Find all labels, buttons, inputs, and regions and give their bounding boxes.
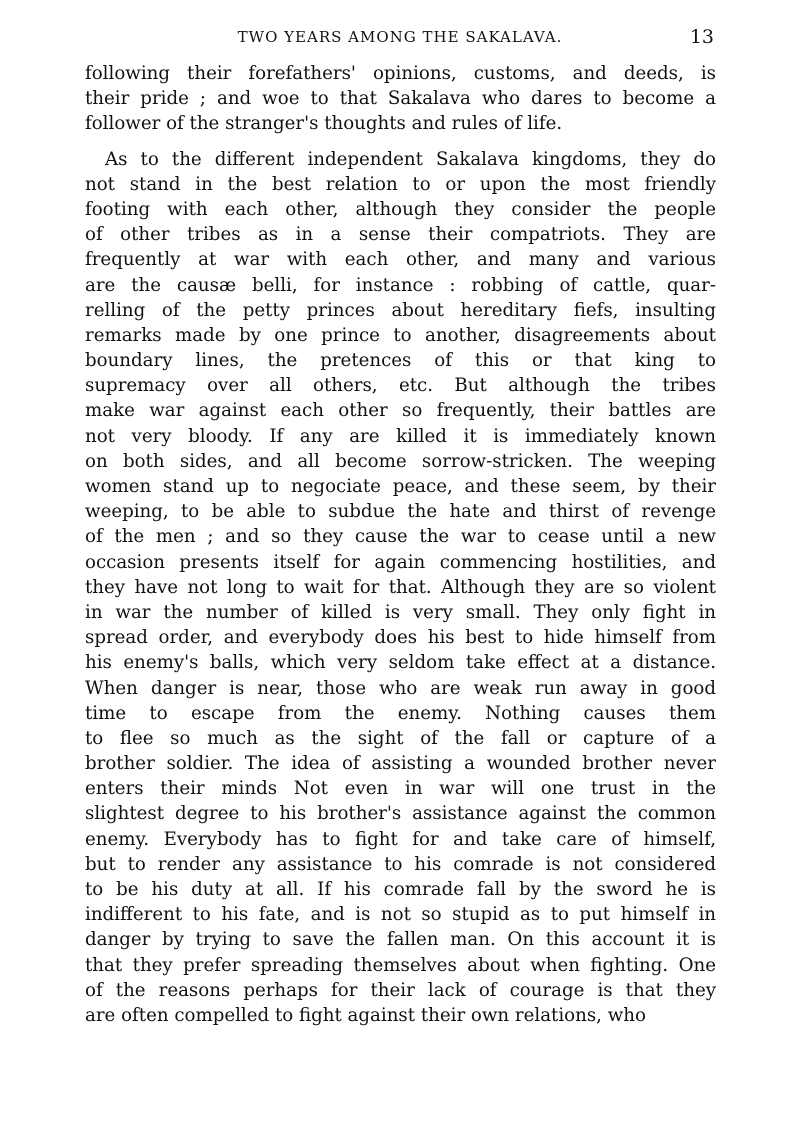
text-line: his enemy's balls, which very seldom take effect at a distance. xyxy=(85,652,716,674)
text-line: slightest degree to his brother's assistance against the common xyxy=(85,803,716,825)
text-line: supremacy over all others, etc. But although the tribes xyxy=(85,375,716,397)
text-line: their pride ; and woe to that Sakalava who dares to become a xyxy=(85,88,716,110)
text-line: indifferent to his fate, and is not so stupid as to put himself in xyxy=(85,904,716,926)
paragraph xyxy=(85,61,716,137)
running-title: TWO YEARS AMONG THE SAKALAVA. xyxy=(237,28,563,46)
text-line: footing with each other, although they consider the people xyxy=(85,198,716,220)
page-number: 13 xyxy=(689,26,714,48)
text-line: are the causæ belli, for instance : robbing of cattle, quar- xyxy=(85,274,716,296)
text-line: weeping, to be able to subdue the hate and thirst of revenge xyxy=(85,501,716,523)
text-line: When danger is near, those who are weak run away in good xyxy=(85,677,716,699)
text-line: to flee so much as the sight of the fall or capture of a xyxy=(85,727,716,749)
text-line: are often compelled to fight against their own relations, who xyxy=(85,1004,646,1026)
text-line: follower of the stranger's thoughts and rules of life. xyxy=(85,113,563,135)
text-line: remarks made by one prince to another, disagreements about xyxy=(85,324,716,346)
text-line: of the reasons perhaps for their lack of courage is that they xyxy=(85,979,716,1001)
text-line: frequently at war with each other, and many and various xyxy=(85,249,716,271)
text-line: of the men ; and so they cause the war to cease until a new xyxy=(85,526,716,548)
running-head xyxy=(0,26,800,50)
text-line: not stand in the best relation to or upon the most friendly xyxy=(85,173,716,195)
text-line: enemy. Everybody has to fight for and take care of himself, xyxy=(85,828,716,850)
text-line: time to escape from the enemy. Nothing causes them xyxy=(85,702,716,724)
text-line: but to render any assistance to his comrade is not considered xyxy=(85,853,716,875)
text-line: on both sides, and all become sorrow-stricken. The weeping xyxy=(85,450,716,472)
text-line: in war the number of killed is very small. They only fight in xyxy=(85,601,716,623)
paragraph xyxy=(85,147,716,1029)
text-line: enters their minds Not even in war will one trust in the xyxy=(85,778,716,800)
text-line: occasion presents itself for again commencing hostilities, and xyxy=(85,551,716,573)
paragraph-gap xyxy=(85,137,716,147)
text-line: women stand up to negociate peace, and these seem, by their xyxy=(85,476,716,497)
text-line: As to the different independent Sakalava kingdoms, they do xyxy=(105,148,716,170)
text-line: following their forefathers' opinions, customs, and deeds, is xyxy=(85,63,716,84)
text-line: of other tribes as in a sense their compatriots. They are xyxy=(85,224,716,246)
text-line: they have not long to wait for that. Although they are so violent xyxy=(85,576,716,598)
text-line: boundary lines, the pretences of this or that king to xyxy=(85,350,716,372)
text-line: relling of the petty princes about hereditary fiefs, insulting xyxy=(85,299,716,321)
text-line: not very bloody. If any are killed it is immediately known xyxy=(85,425,716,447)
text-line: to be his duty at all. If his comrade fall by the sword he is xyxy=(85,879,716,900)
text-line: brother soldier. The idea of assisting a wounded brother never xyxy=(85,753,716,775)
body-text xyxy=(85,61,716,1028)
text-line: that they prefer spreading themselves about when fighting. One xyxy=(85,954,716,976)
text-line: spread order, and everybody does his best to hide himself from xyxy=(85,627,716,649)
text-line: make war against each other so frequently, their battles are xyxy=(85,400,716,422)
text-line: danger by trying to save the fallen man. On this account it is xyxy=(85,929,716,951)
